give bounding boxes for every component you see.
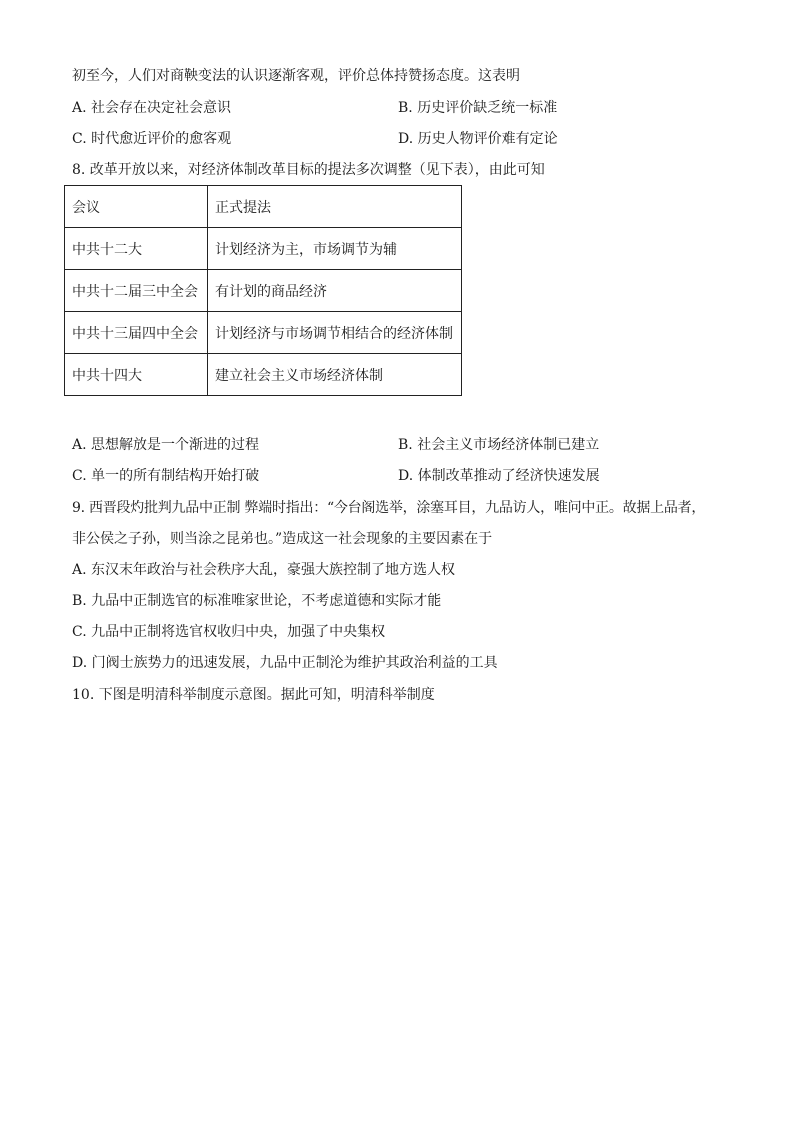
table-header-cell: 会议 [65,186,208,228]
option-letter: B. [72,593,87,609]
option-letter: A. [72,562,87,578]
option-text: 东汉末年政治与社会秩序大乱，豪强大族控制了地方选人权 [91,562,456,578]
table-cell: 中共十三届四中全会 [65,312,208,354]
table-cell: 中共十四大 [65,354,208,396]
q7-option-a [72,99,231,117]
option-text: 体制改革推动了经济快速发展 [417,468,600,484]
q8-option-d [398,467,600,485]
q9-option-b [72,592,441,610]
option-text: 九品中正制将选官权收归中央，加强了中央集权 [91,624,386,640]
q9-option-c [72,623,385,641]
q8-option-c [72,467,259,485]
option-letter: B. [398,100,413,116]
table-row [65,312,462,354]
table-row [65,228,462,270]
table-row [65,354,462,396]
q7-stem-tail: 初至今，人们对商鞅变法的认识逐渐客观，评价总体持赞扬态度。这表明 [72,68,520,84]
option-text: 时代愈近评价的愈客观 [91,131,232,147]
table-cell: 中共十二大 [65,228,208,270]
option-text: 历史人物评价难有定论 [417,131,558,147]
q8-stem: 8. 改革开放以来，对经济体制改革目标的提法多次调整（见下表），由此可知 [72,162,545,178]
table-cell: 有计划的商品经济 [208,270,462,312]
option-text: 社会主义市场经济体制已建立 [417,437,600,453]
option-text: 单一的所有制结构开始打破 [91,468,260,484]
table-row [65,270,462,312]
option-letter: C. [72,131,87,147]
option-letter: D. [72,655,88,671]
q7-option-c [72,130,231,148]
q9-option-a [72,561,455,579]
option-text: 思想解放是一个渐进的过程 [91,437,260,453]
q9-option-d [72,654,498,672]
table-cell: 建立社会主义市场经济体制 [208,354,462,396]
q7-option-d [398,130,558,148]
option-text: 历史评价缺乏统一标准 [417,100,558,116]
q10-stem: 10. 下图是明清科举制度示意图。据此可知，明清科举制度 [72,687,435,703]
q7-option-b [398,99,557,117]
table-header-cell: 正式提法 [208,186,462,228]
q8-table [64,185,462,396]
option-text: 门阀士族势力的迅速发展，九品中正制沦为维护其政治利益的工具 [91,655,498,671]
table-cell: 中共十二届三中全会 [65,270,208,312]
table-cell: 计划经济为主，市场调节为辅 [208,228,462,270]
q8-option-a [72,436,259,454]
option-letter: B. [398,437,413,453]
option-letter: C. [72,468,87,484]
option-letter: D. [398,131,414,147]
table-header-row [65,186,462,228]
option-letter: A. [72,100,87,116]
option-letter: A. [72,437,87,453]
q8-option-b [398,436,599,454]
option-text: 社会存在决定社会意识 [91,100,232,116]
option-letter: C. [72,624,87,640]
option-letter: D. [398,468,414,484]
q9-stem-line-2: 非公侯之子孙，则当涂之昆弟也。”造成这一社会现象的主要因素在于 [72,531,493,547]
table-cell: 计划经济与市场调节相结合的经济体制 [208,312,462,354]
q9-stem-line-1: 9. 西晋段灼批判九品中正制 弊端时指出：“今台阁选举，涂塞耳目，九品访人，唯问中正。故据上品者， [72,500,706,516]
option-text: 九品中正制选官的标准唯家世论，不考虑道德和实际才能 [91,593,442,609]
